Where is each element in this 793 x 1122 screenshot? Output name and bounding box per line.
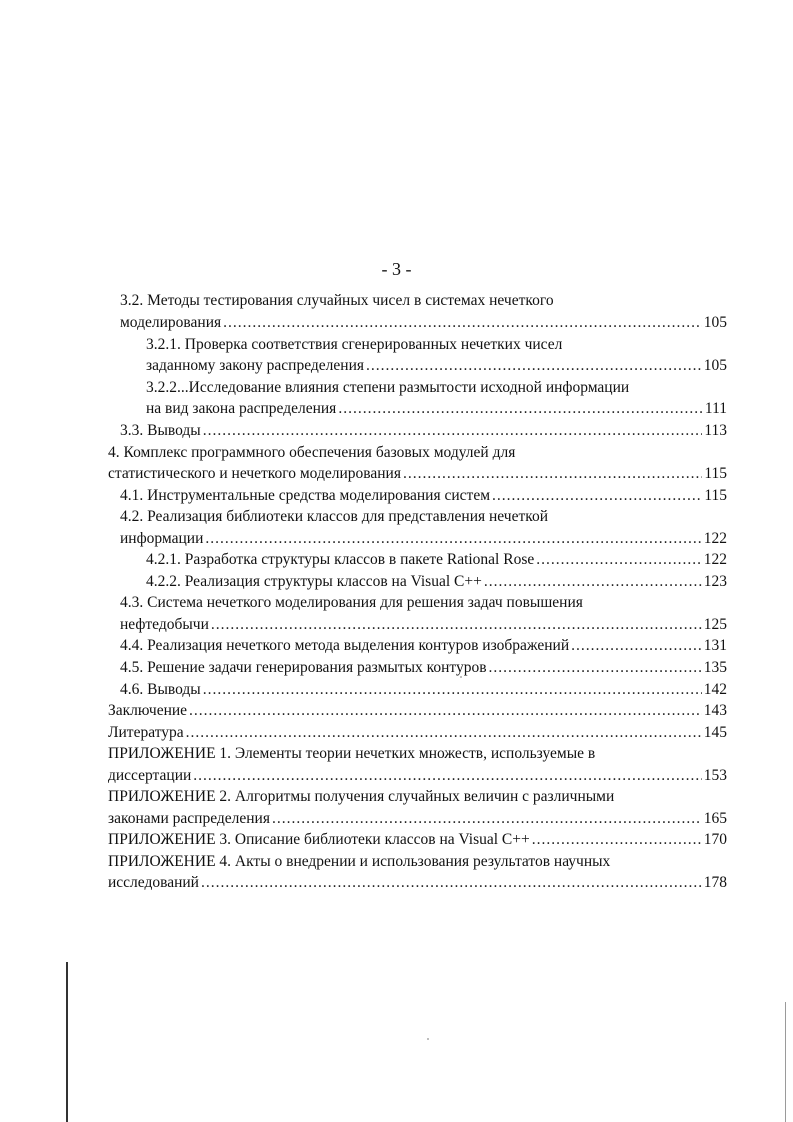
- toc-entry-text: 4.2.2. Реализация структуры классов на Visual C++: [146, 573, 482, 590]
- toc-entry: [120, 528, 727, 549]
- toc-entry-page: 105: [703, 357, 727, 374]
- toc-entry: [146, 355, 727, 376]
- dot-leader: [203, 420, 703, 441]
- dot-leader: [193, 765, 701, 786]
- dot-leader: [338, 398, 703, 419]
- toc-entry-text: 4.5. Решение задачи генерирования размытых контуров: [120, 659, 487, 676]
- toc-entry: [120, 290, 693, 311]
- toc-entry: [108, 786, 743, 807]
- toc-entry-text: 4. Комплекс программного обеспечения базовых модулей для: [108, 444, 516, 461]
- toc-entry-text: ПРИЛОЖЕНИЕ 3. Описание библиотеки классов на Visual C++: [108, 831, 530, 848]
- toc-entry: [120, 592, 693, 613]
- toc-entry: [108, 722, 727, 743]
- dot-leader: [186, 722, 702, 743]
- toc-entry-page: 178: [703, 874, 727, 891]
- toc-entry-text: 3.2.2...Исследование влияния степени размытости исходной информации: [146, 379, 630, 396]
- toc-entry-text: 4.2.1. Разработка структуры классов в пакете Rational Rose: [146, 551, 535, 568]
- dot-leader: [203, 679, 702, 700]
- dot-leader: [571, 635, 702, 656]
- toc-entry-page: 145: [703, 724, 727, 741]
- toc-entry: [146, 377, 753, 398]
- toc-entry: [120, 679, 727, 700]
- toc-entry-text: 4.6. Выводы: [120, 681, 201, 698]
- toc-entry-text: 3.3. Выводы: [120, 422, 201, 439]
- toc-entry-page: 122: [703, 551, 727, 568]
- toc-entry-text: 4.2. Реализация библиотеки классов для представления нечеткой: [120, 508, 549, 525]
- toc-entry: [120, 420, 727, 441]
- toc-entry: [108, 442, 673, 463]
- toc-entry-text: нефтедобычи: [120, 616, 209, 633]
- scan-edge-line-right: [785, 1002, 786, 1122]
- toc-entry-page: 135: [703, 659, 727, 676]
- dot-leader: [189, 700, 702, 721]
- toc-entry-page: 111: [704, 400, 727, 417]
- toc-entry: [108, 829, 727, 850]
- toc-entry-page: 123: [703, 573, 727, 590]
- toc-entry: [108, 743, 727, 764]
- dot-leader: [536, 549, 702, 570]
- toc-entry: [108, 463, 727, 484]
- toc-entry-text: диссертации: [108, 767, 192, 784]
- toc-entry: [120, 312, 727, 333]
- toc-entry-text: ПРИЛОЖЕНИЕ 4. Акты о внедрении и использования результатов научных: [108, 853, 611, 870]
- toc-entry: [120, 657, 727, 678]
- dot-leader: [223, 312, 702, 333]
- dot-leader: [205, 528, 701, 549]
- toc-entry-text: 4.3. Система нечеткого моделирования для решения задач повышения: [120, 594, 583, 611]
- toc-entry-text: ПРИЛОЖЕНИЕ 2. Алгоритмы получения случайных величин с различными: [108, 788, 615, 805]
- toc-entry: [146, 398, 727, 419]
- toc-entry: [108, 700, 727, 721]
- toc-entry-text: 4.1. Инструментальные средства моделирования систем: [120, 487, 491, 504]
- dot-leader: [484, 571, 702, 592]
- dot-leader: [201, 872, 702, 893]
- toc-entry-text: ПРИЛОЖЕНИЕ 1. Элементы теории нечетких множеств, используемые в: [108, 745, 596, 762]
- toc-entry: [146, 334, 703, 355]
- toc-entry-text: информации: [120, 530, 204, 547]
- toc-entry-text: 4.4. Реализация нечеткого метода выделения контуров изображений: [120, 637, 570, 654]
- toc-entry: [108, 808, 727, 829]
- toc-entry: [108, 765, 727, 786]
- toc-entry-text: Литература: [108, 724, 184, 741]
- scan-speck: [460, 676, 462, 678]
- dot-leader: [366, 355, 702, 376]
- dot-leader: [272, 808, 702, 829]
- toc-entry-text: заданному закону распределения: [146, 357, 364, 374]
- toc-entry-page: 131: [703, 637, 727, 654]
- toc-entry-page: 165: [703, 810, 727, 827]
- toc-entry: [146, 549, 727, 570]
- toc-entry: [108, 872, 727, 893]
- toc-entry-text: исследований: [108, 874, 199, 891]
- scan-edge-line: [66, 962, 68, 1122]
- toc-entry-page: 143: [703, 702, 727, 719]
- toc-entry-text: моделирования: [120, 314, 222, 331]
- toc-entry-text: Заключение: [108, 702, 188, 719]
- toc-entry-page: 115: [704, 487, 727, 504]
- toc-entry-page: 153: [703, 767, 727, 784]
- page-number: - 3 -: [381, 259, 412, 279]
- toc-entry-page: 170: [703, 831, 727, 848]
- toc-entry-text: статистического и нечеткого моделирования: [108, 465, 401, 482]
- toc-entry-page: 125: [703, 616, 727, 633]
- toc-entry-page: 113: [704, 422, 727, 439]
- scan-speck: [427, 1038, 429, 1040]
- toc-entry: [120, 635, 727, 656]
- toc-entry-page: 115: [704, 465, 727, 482]
- toc-entry: [146, 571, 727, 592]
- dot-leader: [403, 463, 702, 484]
- dot-leader: [211, 614, 702, 635]
- toc-entry: [108, 851, 727, 872]
- toc-entry: [120, 614, 727, 635]
- dot-leader: [489, 657, 702, 678]
- toc-entry-text: 3.2. Методы тестирования случайных чисел в системах нечеткого: [120, 292, 554, 309]
- toc-entry-text: на вид закона распределения: [146, 400, 337, 417]
- toc-entry: [120, 485, 727, 506]
- toc-entry-text: законами распределения: [108, 810, 270, 827]
- toc-entry-text: 3.2.1. Проверка соответствия сгенерированных нечетких чисел: [146, 336, 563, 353]
- toc-entry-page: 105: [703, 314, 727, 331]
- toc-entry-page: 122: [703, 530, 727, 547]
- dot-leader: [492, 485, 702, 506]
- toc-entry: [120, 506, 693, 527]
- dot-leader: [532, 829, 702, 850]
- toc-entry-page: 142: [703, 681, 727, 698]
